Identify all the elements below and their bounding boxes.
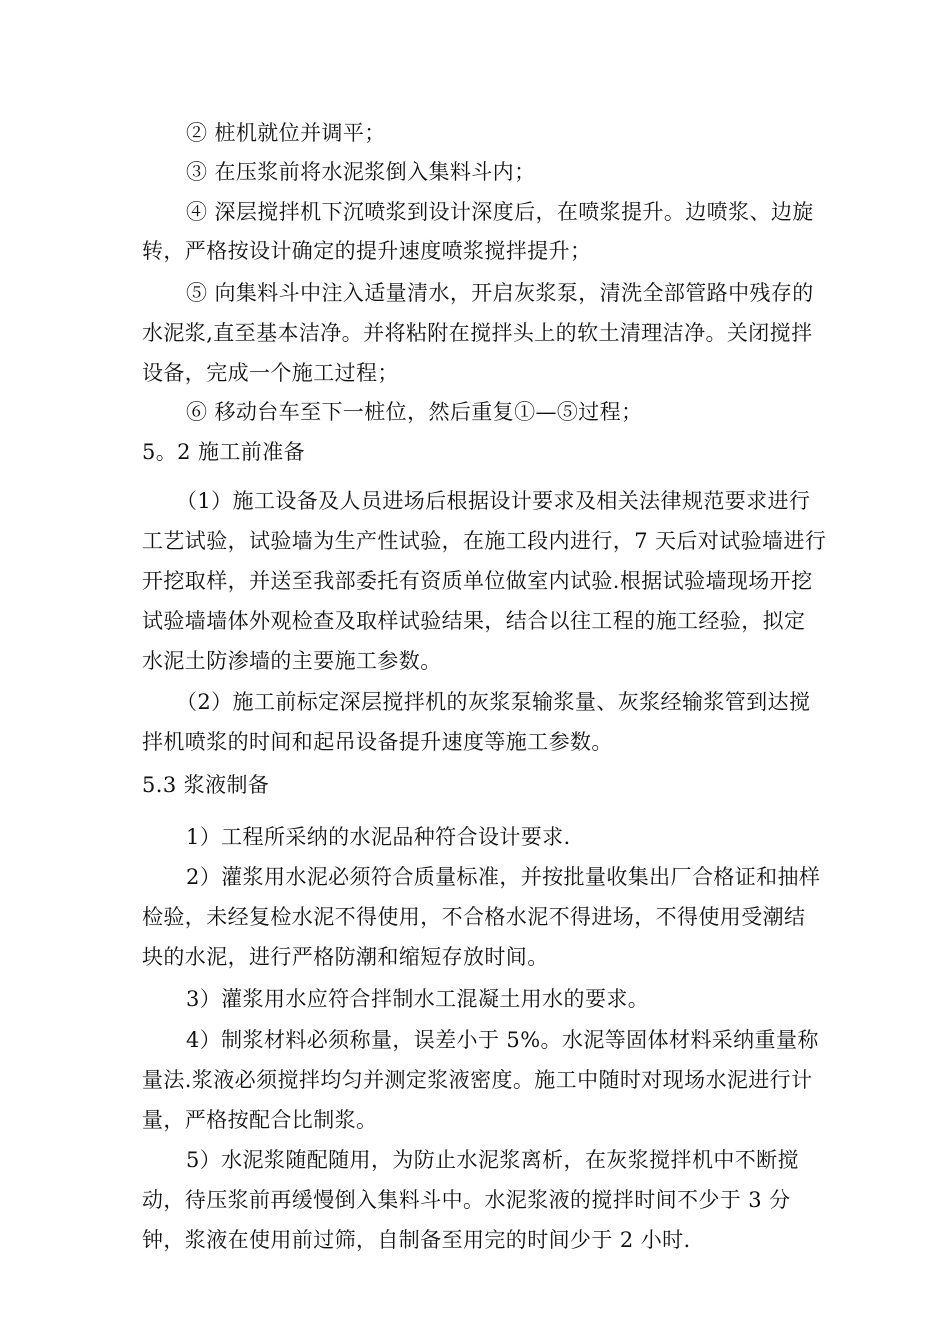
step-2-line: ② 桩机就位并调平； [186,121,386,145]
prep-item-1-continuation-1: 工艺试验，试验墙为生产性试验，在施工段内进行，7 天后对试验墙进行 [142,529,827,553]
prep-item-1-continuation-3: 试验墙墙体外观检查及取样试验结果，结合以往工程的施工经验，拟定 [142,609,806,633]
step-4-line: ④ 深层搅拌机下沉喷浆到设计深度后，在喷浆提升。边喷浆、边旋 [186,200,814,224]
prep-item-2-line: （2）施工前标定深层搅拌机的灰浆泵输浆量、灰浆经输浆管到达搅 [176,690,811,714]
grout-item-4-continuation-1: 量法.浆液必须搅拌均匀并测定浆液密度。施工中随时对现场水泥进行计 [142,1068,813,1092]
grout-item-2-line: 2）灌浆用水泥必须符合质量标准，并按批量收集出厂合格证和抽样 [186,865,821,889]
prep-item-1-line: （1）施工设备及人员进场后根据设计要求及相关法律规范要求进行 [176,489,811,513]
step-5-continuation-1: 水泥浆,直至基本洁净。并将粘附在搅拌头上的软土清理洁净。关闭搅拌 [142,321,813,345]
grout-item-4-continuation-2: 量，严格按配合比制浆。 [142,1108,378,1132]
section-heading-5-2: 5。2 施工前准备 [142,440,305,464]
grout-item-2-continuation-1: 检验，未经复检水泥不得使用，不合格水泥不得进场，不得使用受潮结 [142,905,806,929]
grout-item-5-continuation-2: 钟，浆液在使用前过筛，自制备至用完的时间少于 2 小时. [142,1228,691,1252]
section-heading-5-3: 5.3 浆液制备 [142,773,270,797]
grout-item-5-continuation-1: 动，待压浆前再缓慢倒入集料斗中。水泥浆液的搅拌时间不少于 3 分 [142,1188,791,1212]
step-3-line: ③ 在压浆前将水泥浆倒入集料斗内； [186,160,536,184]
step-5-line: ⑤ 向集料斗中注入适量清水，开启灰浆泵，清洗全部管路中残存的 [186,281,814,305]
prep-item-1-continuation-4: 水泥土防渗墙的主要施工参数。 [142,649,442,673]
grout-item-2-continuation-2: 块的水泥，进行严格防潮和缩短存放时间。 [142,945,549,969]
step-5-continuation-2: 设备，完成一个施工过程； [142,361,399,385]
grout-item-1-line: 1）工程所采纳的水泥品种符合设计要求. [186,825,571,849]
prep-item-2-continuation: 拌机喷浆的时间和起吊设备提升速度等施工参数。 [142,730,613,754]
grout-item-3-line: 3）灌浆用水应符合拌制水工混凝土用水的要求。 [186,987,650,1011]
prep-item-1-continuation-2: 开挖取样，并送至我部委托有资质单位做室内试验.根据试验墙现场开挖 [142,569,813,593]
step-6-line: ⑥ 移动台车至下一桩位，然后重复①—⑤过程； [186,400,643,424]
grout-item-4-line: 4）制浆材料必须称量，误差小于 5%。水泥等固体材料采纳重量称 [186,1028,819,1052]
step-4-continuation: 转，严格按设计确定的提升速度喷浆搅拌提升； [142,239,592,263]
grout-item-5-line: 5）水泥浆随配随用，为防止水泥浆离析，在灰浆搅拌机中不断搅 [186,1148,799,1172]
